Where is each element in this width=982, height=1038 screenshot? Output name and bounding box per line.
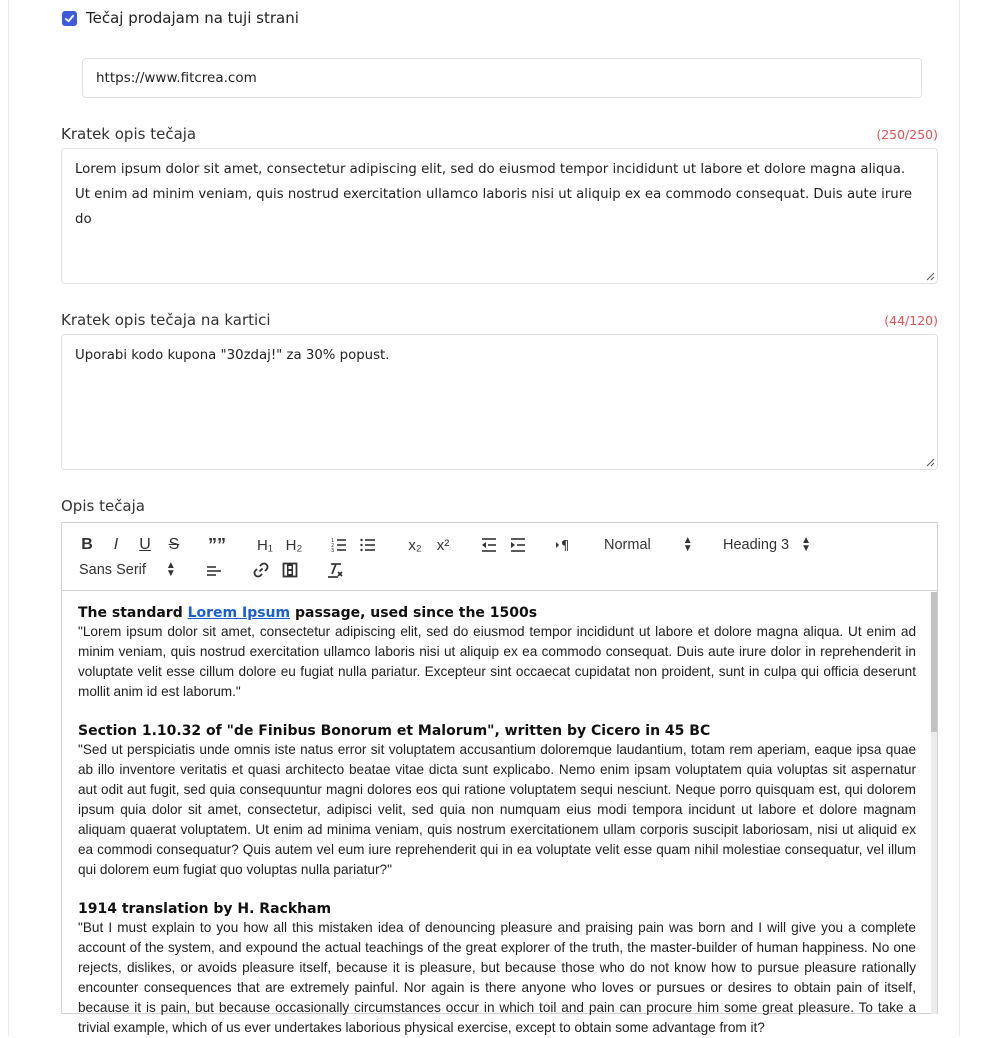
heading2-button[interactable]: H₂ <box>285 536 303 554</box>
short-description-label: Kratek opis tečaja <box>61 125 197 143</box>
bold-button[interactable]: B <box>81 536 93 553</box>
align-icon[interactable] <box>205 561 223 579</box>
text-direction-icon[interactable] <box>554 536 572 554</box>
svg-text:1: 1 <box>331 538 335 544</box>
outdent-icon[interactable] <box>480 536 498 554</box>
card-description-textarea[interactable] <box>61 334 938 470</box>
url-input[interactable] <box>82 58 922 98</box>
ordered-list-icon[interactable] <box>330 536 348 554</box>
select-arrows-icon: ▲ ▼ <box>682 535 693 554</box>
size-select-value: Normal <box>604 537 651 553</box>
italic-button[interactable]: I <box>113 536 119 553</box>
clear-format-icon[interactable] <box>326 561 344 579</box>
svg-text:¶: ¶ <box>561 539 570 554</box>
editor-scroll-thumb[interactable] <box>931 592 937 732</box>
font-select-value: Sans Serif <box>79 562 146 578</box>
svg-text:3: 3 <box>331 548 335 554</box>
header-select[interactable] <box>723 535 811 555</box>
blockquote-button[interactable]: ”” <box>208 534 226 555</box>
bullet-list-icon[interactable] <box>359 536 377 554</box>
short-description-counter: (250/250) <box>876 127 938 142</box>
content-paragraph: "Sed ut perspiciatis unde omnis iste natus error sit voluptatem accusantium doloremque laudantium, totam rem aperiam, eaque ipsa quae ab illo inventore veritatis et quasi architecto beatae vitae dicta sunt explicabo. Nemo enim ipsam voluptatem quia voluptas sit aspernatur aut odit aut fugit, sed quia consequuntur magni dolores eos qui ratione voluptatem sequi nesciunt. Neque porro quisquam est, qui dolorem ipsum quia dolor sit amet, consectetur, adipisci velit, sed quia non numquam eius modi tempora incidunt ut labore et dolore magnam aliquam quaerat voluptatem. Ut enim ad minima veniam, quis nostrum exercitationem ullam corporis suscipit laboriosam, nisi ut aliquid ex ea commodi consequatur? Quis autem vel eum iure reprehenderit qui in ea voluptate velit esse quam nihil molestiae consequatur, vel illum qui dolorem eum fugiat quo voluptas nulla pariatur?" <box>78 742 916 877</box>
content-heading: Section 1.10.32 of "de Finibus Bonorum et Malorum", written by Cicero in 45 BC <box>78 723 711 739</box>
short-description-value: Lorem ipsum dolor sit amet, consectetur adipiscing elit, sed do eiusmod tempor incididunt ut labore et dolore magna aliqua. Ut enim ad minim veniam, quis nostrud exercitation ullamco laboris nisi ut aliquip ex ea commodo consequat. Duis aute irure do <box>75 162 913 227</box>
short-description-textarea[interactable] <box>61 148 938 284</box>
content-heading: 1914 translation by H. Rackham <box>78 901 332 917</box>
content-paragraph: "But I must explain to you how all this mistaken idea of denouncing pleasure and praising pain was born and I will give you a complete account of the system, and expound the actual teachings of the great explorer of the truth, the master-builder of human happiness. No one rejects, dislikes, or avoids pleasure itself, because it is pleasure, but because those who do not know how to pursue pleasure rationally encounter consequences that are extremely painful. Nor again is there anyone who loves or pursues or desires to obtain pain of itself, because it is pain, but because occasionally circumstances occur in which toil and pain can procure him some great pleasure. To take a trivial example, which of us ever undertakes laborious physical exercise, except to obtain some advantage from it? <box>78 920 916 1035</box>
card-description-counter: (44/120) <box>884 313 938 328</box>
rich-text-editor <box>61 522 938 1035</box>
size-select[interactable] <box>604 535 693 555</box>
subscript-button[interactable]: x₂ <box>408 536 422 554</box>
select-arrows-icon: ▲ ▼ <box>165 560 176 579</box>
lorem-ipsum-link[interactable]: Lorem Ipsum <box>187 605 291 621</box>
content-heading: The standard Lorem Ipsum passage, used since the 1500s <box>78 605 538 621</box>
url-input-value: https://www.fitcrea.com <box>96 70 257 86</box>
editor-scrollbar[interactable] <box>931 592 937 1014</box>
superscript-button[interactable]: x² <box>436 536 450 554</box>
foreign-sale-checkbox[interactable] <box>62 11 77 26</box>
checkmark-icon <box>64 13 75 24</box>
course-description-label: Opis tečaja <box>61 497 145 515</box>
select-arrows-icon: ▲ ▼ <box>801 535 812 554</box>
svg-text:2: 2 <box>331 543 335 549</box>
resize-grip-icon[interactable] <box>925 271 935 281</box>
card-description-label: Kratek opis tečaja na kartici <box>61 311 271 329</box>
editor-toolbar <box>62 523 937 591</box>
header-select-value: Heading 3 <box>723 537 790 553</box>
editor-content[interactable] <box>62 592 932 1035</box>
foreign-sale-label: Tečaj prodajam na tuji strani <box>86 9 299 27</box>
resize-grip-icon[interactable] <box>925 457 935 467</box>
indent-icon[interactable] <box>509 536 527 554</box>
link-icon[interactable] <box>252 561 270 579</box>
strike-button[interactable]: S <box>168 536 180 553</box>
font-select[interactable] <box>79 560 176 580</box>
heading1-button[interactable]: H₁ <box>257 536 273 554</box>
content-paragraph: "Lorem ipsum dolor sit amet, consectetur adipiscing elit, sed do eiusmod tempor incididunt ut labore et dolore magna aliqua. Ut enim ad minim veniam, quis nostrud exercitation ullamco laboris nisi ut aliquip ex ea commodo consequat. Duis aute irure dolor in reprehenderit in voluptate velit esse cillum dolore eu fugiat nulla pariatur. Excepteur sint occaecat cupidatat non proident, sunt in culpa qui officia deserunt mollit anim id est laborum." <box>78 624 916 699</box>
card-description-value: Uporabi kodo kupona "30zdaj!" za 30% popust. <box>75 348 390 363</box>
foreign-sale-checkbox-row[interactable] <box>62 9 299 27</box>
video-icon[interactable] <box>281 561 299 579</box>
underline-button[interactable]: U <box>139 536 151 553</box>
